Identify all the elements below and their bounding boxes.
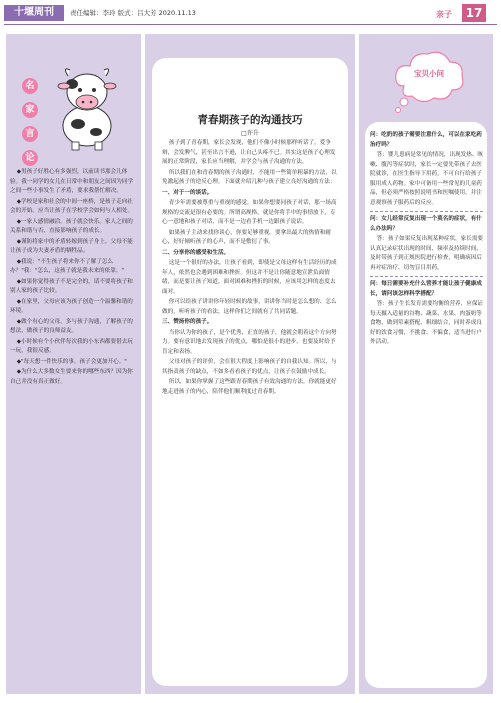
page-number: 17 [462,4,486,22]
left-paragraph: ◆在家里，父母应该为孩子创造一个温馨和谐的环境。 [10,298,133,314]
body-paragraph: 青少年需要被尊重与重视的感觉。如果你想要同孩子对话，那一场高规格的交流是很有必要的。所谓高规格，就是你将手中的事情放下，专心一意地和孩子对话，而不是一边看手机一边跟孩子说话。 [162,200,337,225]
section-label: 亲子 [436,10,452,19]
header-rule [4,24,497,25]
section-heading: 三、赞扬你的孩子。 [162,319,213,325]
left-paragraph: ◆如果你觉得孩子不是完全的，请不要将孩子和别人家的孩子比较。 [10,278,133,294]
left-article [10,168,137,688]
section-heading: 二、分享你的感受和生活。 [162,249,230,256]
editor-credits: 责任编辑：李玲 版式：吕大芳 2020.11.13 [70,9,196,17]
article-author: □许升 [241,130,259,137]
answer-text: 答：孩子如果反复出现某种症状，家长需要认真记录症状出现的时间、频率及持续时间，及时带孩子到正规医院进行检查，明确病因后再对症治疗，切勿盲目用药。 [370,236,483,271]
left-paragraph: ◆做个有心的父母，多与孩子沟通，了解孩子的想法，做孩子的良师益友。 [10,318,133,334]
title-char: 言 [22,126,38,142]
intro-paragraph: 孩子到了青春期，家长会发现，他们不像小时候那样听话了，爱争辩，会发脾气，甚至出言不逊，让自己头疼不已。其实这是孩子心理发展的正常阶段，家长应当理解，并学会与孩子沟通的方法。 [162,140,336,165]
answer-text: 答：孩子生长发育需要均衡的营养，应保证每天摄入适量的谷物、蔬菜、水果、肉蛋奶等食物，做到荤素搭配、粗细结合，同时养成良好的饮食习惯，不挑食、不偏食，适当进行户外活动。 [370,301,483,345]
answer-text: 答：婴儿患病是常见的情况，出现发热、咳嗽、腹泻等症状时，家长一定要先带孩子去医院就诊，在医生指导下用药，不可自行给孩子服用成人药物。家中可备用一些常见的儿童药品，但必须严格按照说明书和医嘱使用，并注意观察孩子服药后的反应。 [370,152,483,206]
question-text: 问：女儿经常反复出现一个莫名的症状，有什么办法吗？ [370,216,482,232]
question-text: 问：吃奶的孩子需要注意什么，可以在家吃药治疗吗？ [370,132,482,148]
title-char: 名 [22,78,38,94]
closing-paragraph: 所以，如果你掌握了这些跟青春期孩子有效沟通的方法，你就能更好地走进孩子的内心，陪伴他们顺利度过青春期。 [162,379,337,395]
left-paragraph: ◆学校是家和社会的中间一座桥，是孩子走向社会的开始。应当让孩子在学校学会如何与人相处。 [10,198,134,214]
left-paragraph: ◆一家人感情融洽，孩子就会快乐。家人之间的关系和谐与否，直接影响孩子的成长。 [10,218,133,234]
left-paragraph: ◆谨防将家中的矛盾转嫁到孩子身上。父母不能让孩子成为夫妻矛盾的牺牲品。 [10,238,133,254]
title-char: 论 [22,150,38,166]
body-paragraph: 父母对孩子的评价，会在很大程度上影响孩子的自我认知。所以，与其指责孩子的缺点，不如多看看孩子的优点，让孩子在鼓励中成长。 [162,359,337,375]
masthead: 十堰周刊 [4,5,64,21]
left-paragraph: ◆为什么大多数女生要来你的哪些东西？因为你自己并没有真正做好。 [10,369,133,385]
vertical-title [22,78,38,174]
qa-divider [370,211,483,212]
cow-illustration [48,62,126,152]
article-title: 青春期孩子的沟通技巧 [197,114,303,126]
left-paragraph: ◆"每天想一件快乐的事，孩子会更加开心。" [16,358,127,365]
bubble-label: 宝贝小问 [414,69,444,78]
body-paragraph: 你可以给孩子讲讲你年轻时候的故事，讲讲你当时是怎么想的、怎么做的，听听孩子的看法，这样你们之间就有了共同话题。 [162,299,337,315]
question-text: 问：每日需要补充什么营养才能让孩子健康成长，请问该怎样科学搭配？ [370,281,482,297]
body-paragraph: 当你认为你的孩子，是个优秀、正直的孩子，他就会朝着这个方向努力。要有意识地去发现孩子的优点，哪怕是很小的进步，也要及时给予肯定和表扬。 [162,329,337,355]
body-paragraph: 这是一个很好的办法。让孩子看到，即使是父母这样有生活经历的成年人，依然也会遇到困难和挫折。但这并不是让你随意地宣泄负面情绪，而是要让孩子知道，面对困难和挫折的时候，应该用怎样的态度去面对。 [162,260,337,295]
title-char: 家 [22,102,38,118]
left-paragraph: ◆我说："不生孩子将来你不了解了怎么办？"我："怎么，这孩子就是我未来的依靠。" [10,258,125,274]
qa-body [370,128,483,683]
page-header [0,0,501,26]
left-paragraph: ◆小时候有个小伙伴每次我的小东西都要借去玩一玩，我很反感。 [10,338,133,354]
section-heading: 一、对于一的谈话。 [162,189,213,196]
qa-divider [370,276,483,277]
left-paragraph: ◆男孩子好胜心有多强烈，以前读书那会儿体验。我一同学的女儿在日常中和朋友之间因为同学之间一些小事发生了矛盾，要求我帮忙解决。 [10,169,134,194]
cloud-bubble-icon [390,44,468,116]
intro-paragraph: 所以我们在和青春期的孩子沟通时，不能用一些简单粗暴的方法，以免激起孩子的逆反心理。下面就介绍几种与孩子建立良好沟通的方法： [162,169,337,185]
article-body [162,139,340,679]
body-paragraph: 如果孩子主动来找你谈心，你要足够重视。要拿出最大的热情和耐心，好好倾听孩子的心声，而不是敷衍了事。 [162,229,331,245]
